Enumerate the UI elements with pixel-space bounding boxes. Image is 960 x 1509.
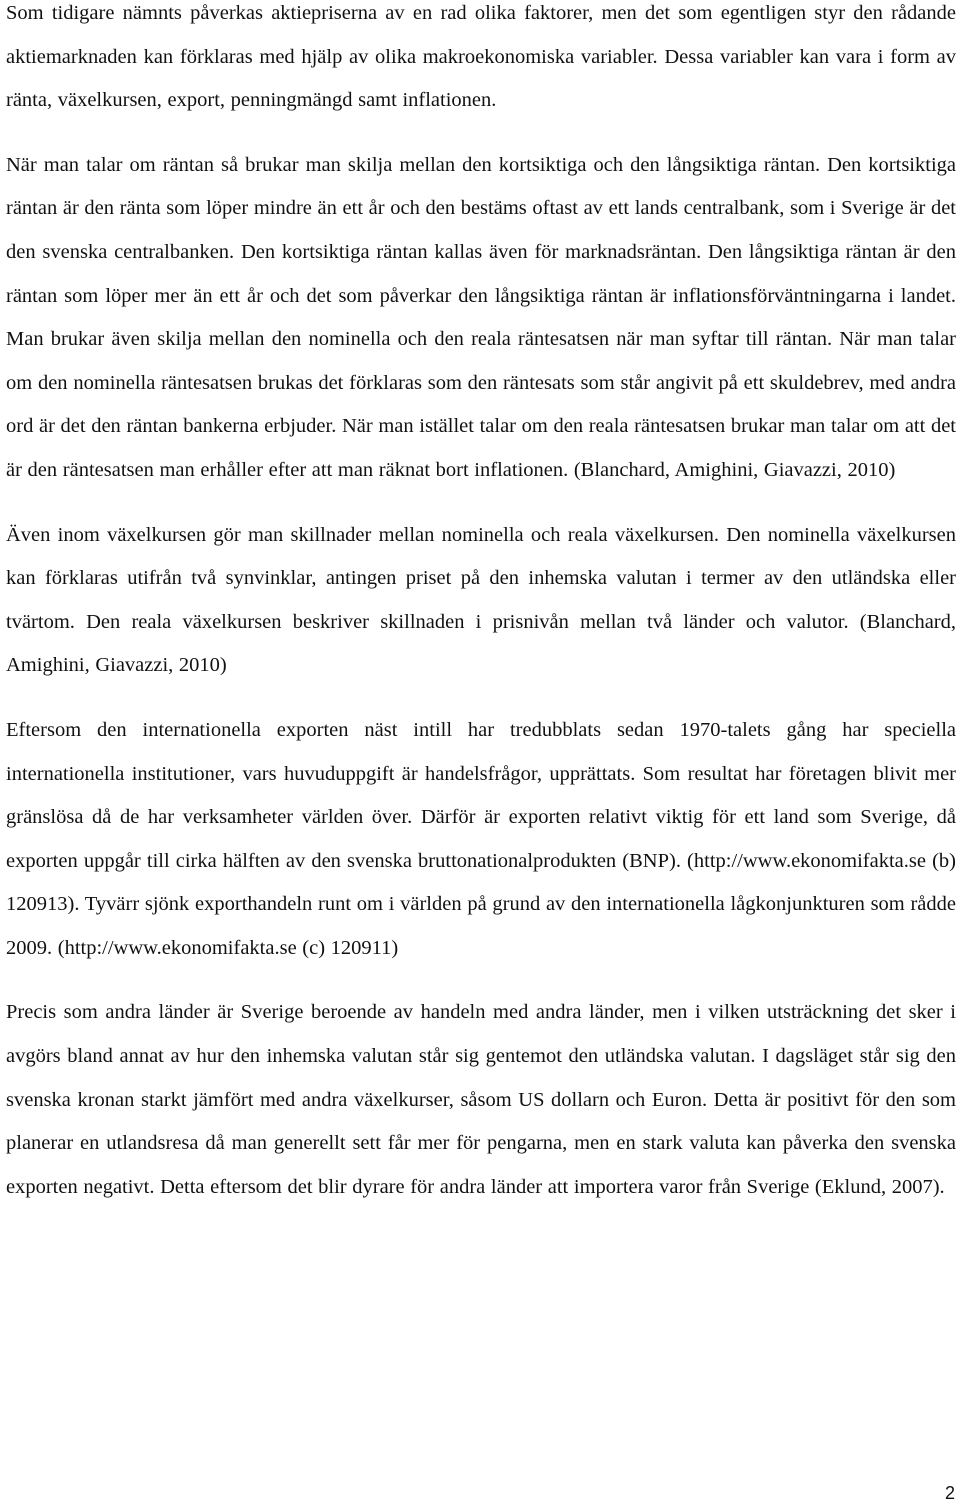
paragraph-exports: Eftersom den internationella exporten näst intill har tredubblats sedan 1970-talets gång har speciella internationella institutioner, vars huvuduppgift är handelsfrågor, upprättats. Som resultat har företagen blivit mer gränslösa då de har verksamheter världen över. Därför är exporten relativt viktig för ett land som Sverige, då exporten uppgår till cirka hälften av den svenska bruttonationalprodukten (BNP). (http://www.ekonomifakta.se (b) 120913). Tyvärr sjönk exporthandeln runt om i världen på grund av den internationella lågkonjunkturen som rådde 2009. (http://www.ekonomifakta.se (c) 120911) [6, 718, 956, 959]
paragraph-macroeconomic-variables: Som tidigare nämnts påverkas aktiepriserna av en rad olika faktorer, men det som egentligen styr den rådande aktiemarknaden kan förklaras med hjälp av olika makroekonomiska variabler. Dessa variabler kan vara i form av ränta, växelkursen, export, penningmängd samt inflationen. [6, 2, 956, 112]
paragraph-interest-rates: När man talar om räntan så brukar man skilja mellan den kortsiktiga och den långsiktiga räntan. Den kortsiktiga räntan är den ränta som löper mindre än ett år och den bestäms oftast av ett lands centralbank, som i Sverige är det den svenska centralbanken. Den kortsiktiga räntan kallas även för marknadsräntan. Den långsiktiga räntan är den räntan som löper mer än ett år och det som påverkar den långsiktiga räntan är inflationsförväntningarna i landet. Man brukar även skilja mellan den nominella och den reala räntesatsen när man syftar till räntan. När man talar om den nominella räntesatsen brukas det förklaras som den räntesats som står angivit på ett skuldebrev, med andra ord är det den räntan bankerna erbjuder. När man istället talar om den reala räntesatsen brukar man talar om att det är den räntesatsen man erhåller efter att man räknat bort inflationen. (Blanchard, Amighini, Giavazzi, 2010) [6, 153, 956, 481]
document-body [6, 0, 956, 1209]
paragraph-trade-currency: Precis som andra länder är Sverige beroende av handeln med andra länder, men i vilken utsträckning det sker i avgörs bland annat av hur den inhemska valutan står sig gentemot den utländska valutan. I dagsläget står sig den svenska kronan starkt jämfört med andra växelkurser, såsom US dollarn och Euron. Detta är positivt för den som planerar en utlandsresa då man generellt sett får mer för pengarna, men en stark valuta kan påverka den svenska exporten negativt. Detta eftersom det blir dyrare för andra länder att importera varor från Sverige (Eklund, 2007). [6, 1001, 956, 1198]
page-number: 2 [944, 1483, 955, 1503]
paragraph-exchange-rates: Även inom växelkursen gör man skillnader mellan nominella och reala växelkursen. Den nominella växelkursen kan förklaras utifrån två synvinklar, antingen priset på den inhemska valutan i termer av den utländska eller tvärtom. Den reala växelkursen beskriver skillnaden i prisnivån mellan två länder och valutor. (Blanchard, Amighini, Giavazzi, 2010) [6, 523, 956, 677]
